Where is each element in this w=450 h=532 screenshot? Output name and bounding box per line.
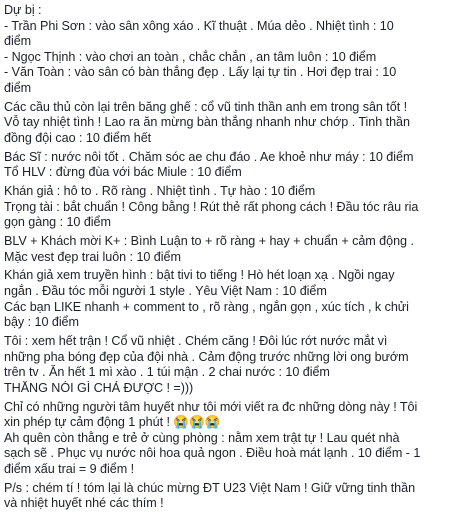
line-dedication: Chỉ có những người tâm huyết như tôi mới viết ra đc những dòng này ! Tôi — [4, 399, 418, 414]
line-coaching-staff: Tổ HLV : đừng đùa với bác Miule : 10 điểm — [4, 165, 242, 180]
line-van-toan: - Văn Toàn : vào sân có bàn thắng đẹp . Lấy lại tự tin . Hơi đẹp trai : 10 — [4, 65, 397, 80]
line-ngoc-thinh: - Ngọc Thịnh : vào chơi an toàn , chắc chắn , an tâm luôn : 10 điểm — [4, 49, 377, 64]
line-du-bi: Dự bị : — [4, 3, 42, 17]
line-like-commenters-cont: bậy : 10 điểm — [4, 315, 79, 330]
line-me-cont-2: trên tv . Ăn hết 1 mì xào . 1 túi mận . 2 chai nước : 10 điểm — [4, 365, 330, 380]
line-win-slogan: THẮNG NÓI GÌ CHẢ ĐƯỢC ! =))) — [4, 380, 194, 395]
line-tv-viewers: Khán giả xem truyền hình : bật tivi to tiếng ! Hò hét loạn xạ . Ngồi ngay — [4, 268, 395, 283]
line-ps-cont: và nhiệt huyết nhé các thím ! — [4, 496, 164, 511]
line-commentators: BLV + Khách mời K+ : Bình Luận to + rõ ràng + hay + chuẩn + cảm động . — [4, 234, 414, 249]
line-me-cont-1: những pha bóng đẹp của đội nhà . Cảm động trước những lời ong bướm — [4, 349, 409, 364]
line-roommate: Ah quên còn thằng e trẻ ở cùng phòng : nằm xem trật tự ! Lau quét nhà — [4, 430, 400, 445]
line-referee-cont: gọn gàng : 10 điểm — [4, 215, 111, 230]
line-ps: P/s : chém tí ! tóm lại là chúc mừng ĐT U23 Việt Nam ! Giữ vững tinh thần — [4, 480, 416, 495]
line-referee: Trọng tài : bắt chuẩn ! Công bằng ! Rút thẻ rất phong cách ! Đầu tóc râu ria — [4, 199, 419, 214]
line-commentators-cont: Mặc vest đẹp trai luôn : 10 điểm — [4, 249, 181, 264]
line-tv-viewers-cont: ngắn . Đầu tóc mỗi người 1 style . Yêu Việt Nam : 10 điểm — [4, 284, 327, 299]
line-roommate-cont-2: điểm xấu trai = 9 điểm ! — [4, 461, 135, 476]
line-like-commenters: Các bạn LIKE nhanh + comment to , rõ ràng , ngắn gọn , xúc tích , k chửi — [4, 299, 409, 314]
line-dedication-cont: xin phép tự cảm động 1 phút ! 😭😭😭 — [4, 415, 221, 430]
line-bench-players-cont-2: đồng đội cao : 10 điểm hết — [4, 130, 152, 145]
line-stadium-fans: Khán giả : hô to . Rõ ràng . Nhiệt tình . Tự hào : 10 điểm — [4, 184, 316, 199]
line-doctor: Bác Sĩ : nước nôi tốt . Chăm sóc ae chu đáo . Ae khoẻ như máy : 10 điểm — [4, 149, 414, 164]
line-van-toan-cont: điểm — [4, 80, 32, 95]
line-me: Tôi : xem hết trận ! Cổ vũ nhiệt . Chém căng ! Đôi lúc rớt nước mắt vì — [4, 334, 388, 348]
line-roommate-cont-1: sạch sẽ . Phục vụ nước nôi hoa quả ngon . Điều hoà mát lạnh . 10 điểm - 1 — [4, 446, 421, 461]
line-tran-phi-son-cont: điểm — [4, 34, 32, 49]
line-bench-players: Các cầu thủ còn lại trên băng ghế : cổ vũ tinh thần anh em trong sân tốt ! — [4, 99, 408, 114]
line-tran-phi-son: - Trần Phi Sơn : vào sân xông xáo . Kĩ thuật . Múa dẻo . Nhiệt tình : 10 — [4, 18, 394, 33]
line-bench-players-cont-1: Vỗ tay nhiệt tình ! Lao ra ăn mừng bàn thắng nhanh như chớp . Tinh thần — [4, 115, 410, 130]
